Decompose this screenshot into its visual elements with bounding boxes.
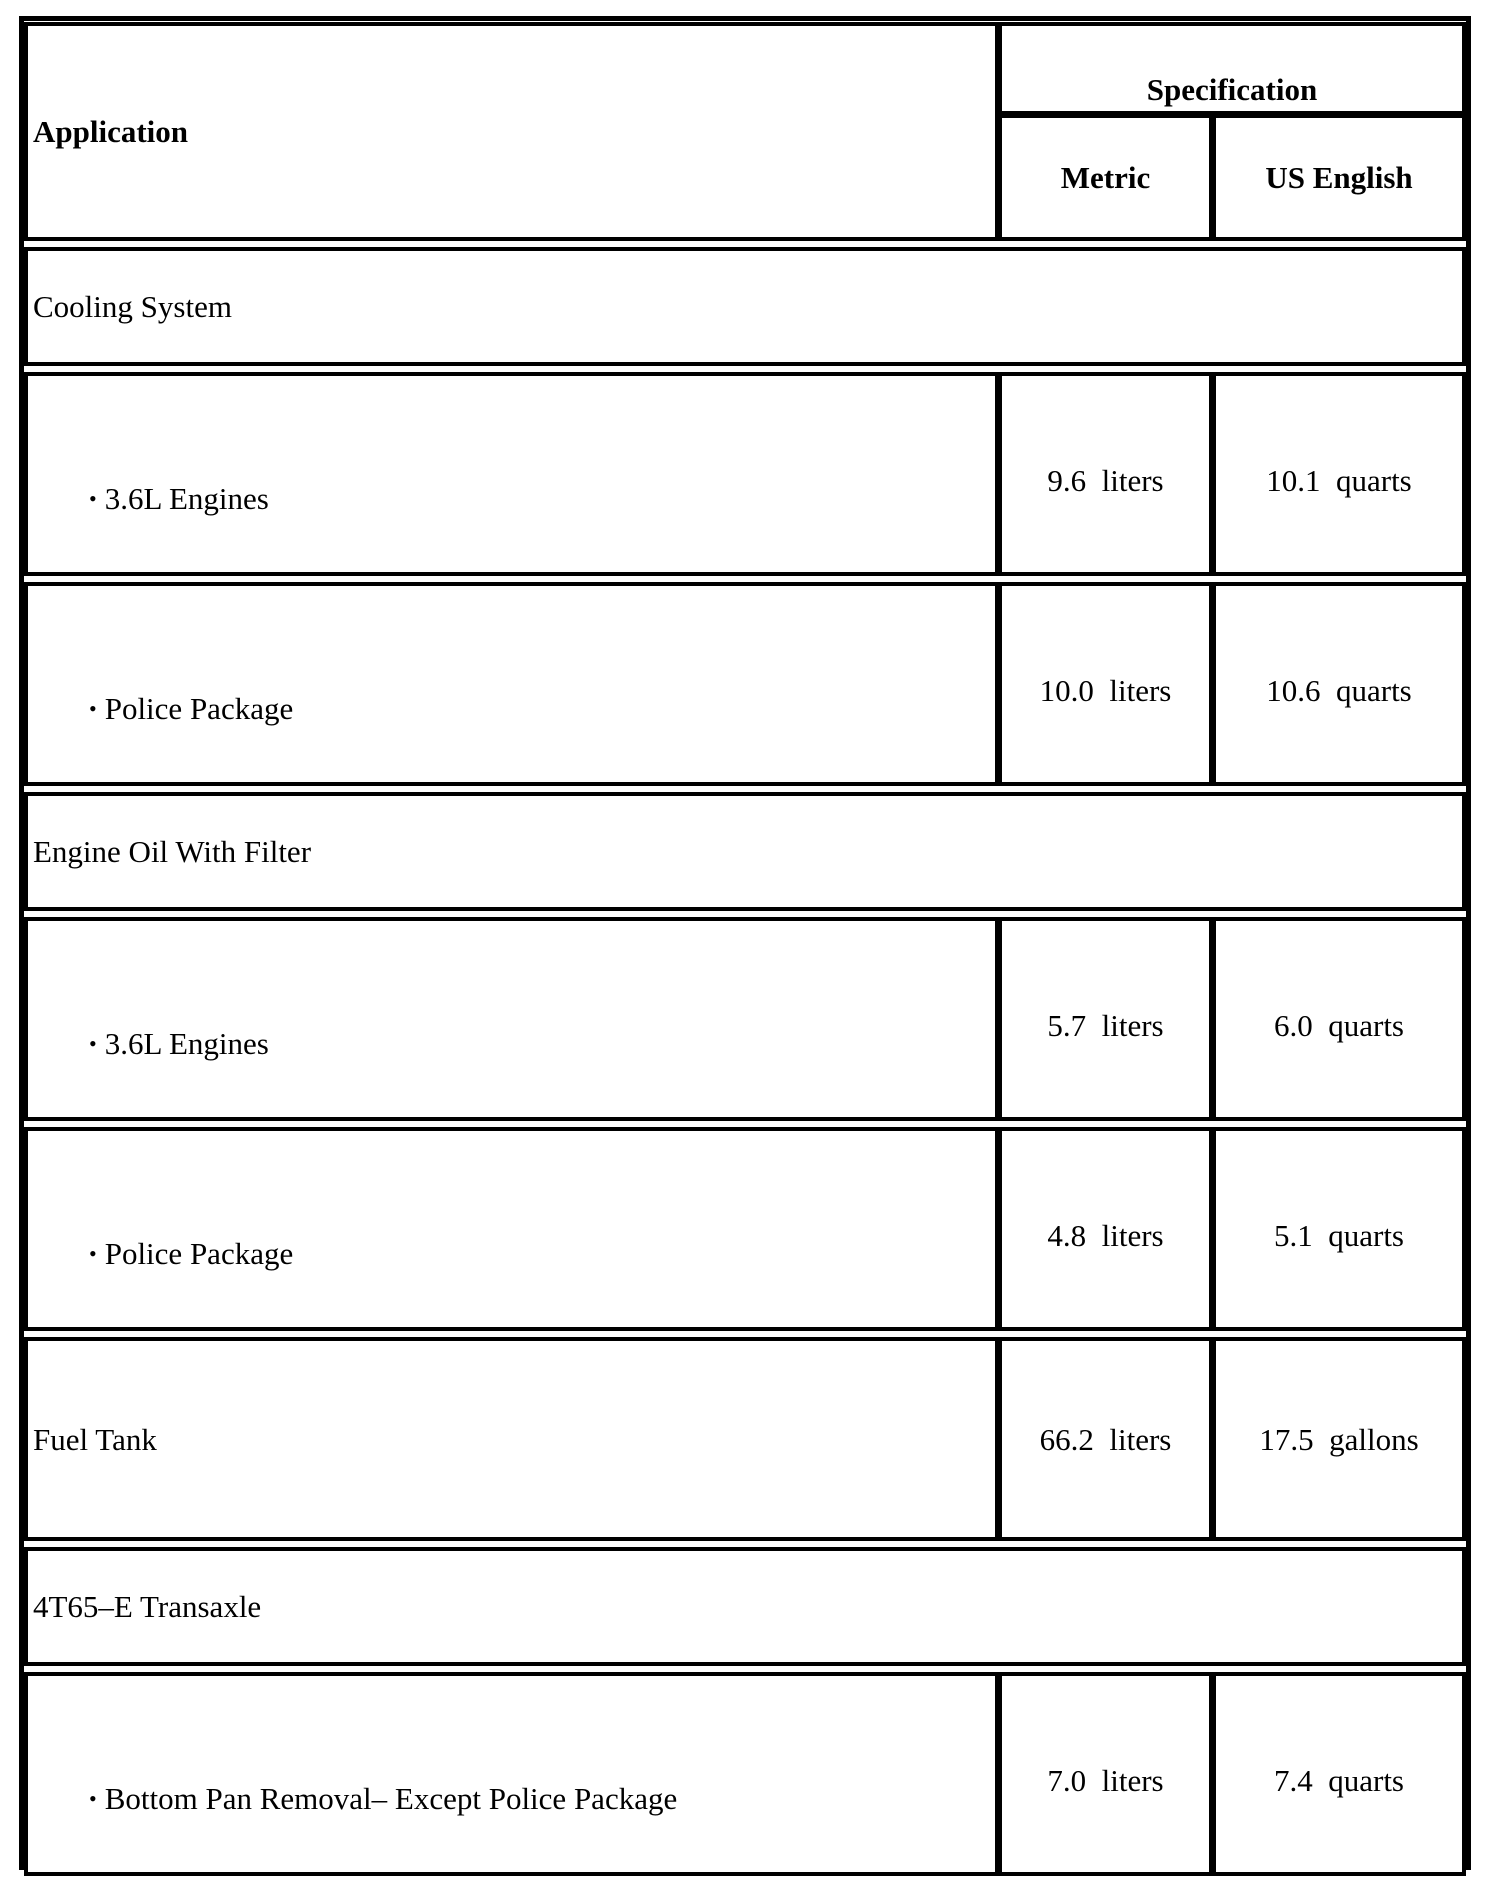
row-label-text: Police Package — [104, 1236, 294, 1271]
metric-value: 4.8 liters — [1047, 1218, 1164, 1253]
table-cell-us — [1212, 917, 1466, 1121]
table-cell-us — [1212, 582, 1466, 786]
section-label: Engine Oil With Filter — [33, 834, 312, 869]
bullet-icon: • — [89, 1786, 97, 1811]
metric-value: 66.2 liters — [1039, 1421, 1172, 1457]
table-cell-us — [1212, 1337, 1466, 1541]
metric-value: 5.7 liters — [1047, 1008, 1164, 1043]
table-row-application — [24, 372, 999, 576]
table-cell-metric — [998, 1337, 1213, 1541]
us-value: 17.5 gallons — [1259, 1421, 1419, 1457]
header-us-english-label: US English — [1265, 160, 1413, 195]
row-label-text: Bottom Pan Removal– Except Police Package — [104, 1781, 678, 1816]
table-cell-metric — [998, 1672, 1213, 1876]
header-application-label: Application — [33, 114, 189, 149]
row-label-text: 3.6L Engines — [104, 1026, 269, 1061]
us-value: 5.1 quarts — [1273, 1218, 1404, 1253]
us-value: 10.1 quarts — [1266, 463, 1412, 498]
row-label — [89, 483, 269, 514]
table-row-application — [24, 917, 999, 1121]
us-value: 10.6 quarts — [1266, 673, 1412, 708]
table-cell-us — [1212, 1672, 1466, 1876]
bullet-icon: • — [89, 1241, 97, 1266]
row-label-text: 3.6L Engines — [104, 481, 269, 516]
table-cell-metric — [998, 917, 1213, 1121]
table-cell-metric — [998, 1127, 1213, 1331]
header-application — [24, 22, 999, 241]
table-row-application — [24, 1127, 999, 1331]
row-label — [89, 1783, 677, 1814]
table-row-fuel-tank — [24, 1337, 999, 1541]
header-us-english — [1212, 114, 1466, 241]
section-label: Cooling System — [33, 289, 232, 324]
us-value: 7.4 quarts — [1273, 1763, 1404, 1798]
row-label — [89, 1028, 269, 1059]
row-label — [89, 1238, 293, 1269]
table-cell-us — [1212, 1127, 1466, 1331]
section-row-engine-oil — [24, 792, 1466, 911]
table-cell-metric — [998, 582, 1213, 786]
section-label: 4T65–E Transaxle — [33, 1589, 262, 1624]
section-row-transaxle — [24, 1547, 1466, 1666]
table-row-application — [24, 1672, 999, 1876]
us-value: 6.0 quarts — [1273, 1008, 1404, 1043]
bullet-icon: • — [89, 1031, 97, 1056]
metric-value: 9.6 liters — [1047, 463, 1164, 498]
row-label — [89, 693, 293, 724]
metric-value: 7.0 liters — [1047, 1763, 1164, 1798]
table-cell-us — [1212, 372, 1466, 576]
bullet-icon: • — [89, 486, 97, 511]
header-metric — [998, 114, 1213, 241]
row-label-text: Fuel Tank — [33, 1421, 157, 1457]
row-label-text: Police Package — [104, 691, 294, 726]
table-row-application — [24, 582, 999, 786]
table-cell-metric — [998, 372, 1213, 576]
section-row-cooling-system — [24, 247, 1466, 366]
bullet-icon: • — [89, 696, 97, 721]
header-metric-label: Metric — [1060, 160, 1151, 195]
header-specification-label: Specification — [1146, 72, 1318, 107]
metric-value: 10.0 liters — [1039, 673, 1172, 708]
header-specification — [998, 22, 1466, 115]
